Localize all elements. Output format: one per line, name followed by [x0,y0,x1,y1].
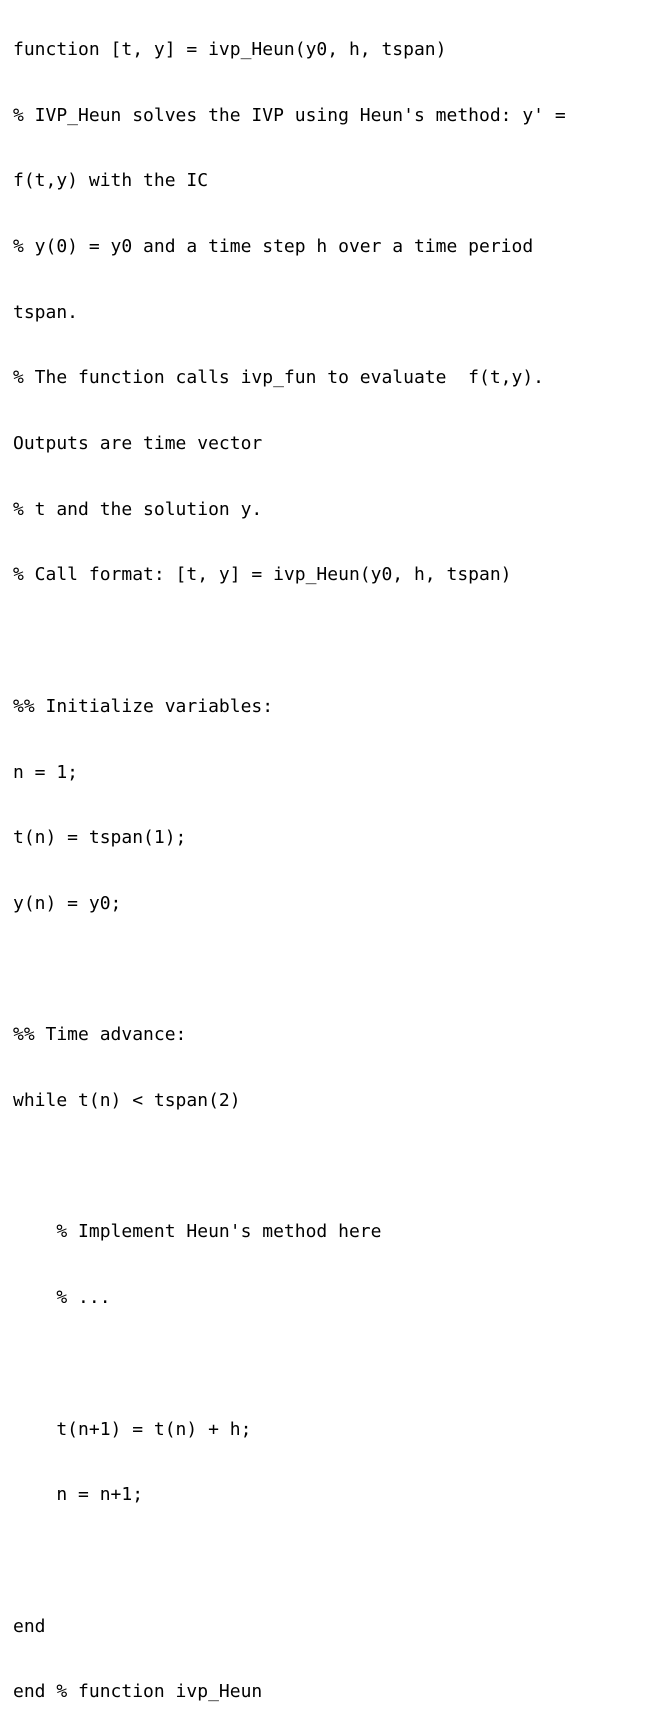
code-line: tspan. [13,301,79,323]
code-line: end % function ivp_Heun [13,1681,263,1703]
code-line: %% Time advance: [13,1024,187,1046]
code-line: f(t,y) with the IC [13,170,209,192]
code-line [13,959,641,981]
code-line [13,630,641,652]
code-line: % Call format: [t, y] = ivp_Heun(y0, h, tspan) [13,564,512,586]
code-line: % t and the solution y. [13,498,263,520]
code-line: y(n) = y0; [13,892,122,914]
code-line: n = 1; [13,761,79,783]
code-line: function [t, y] = ivp_Heun(y0, h, tspan) [13,38,447,60]
code-line: t(n+1) = t(n) + h; [13,1418,252,1440]
code-line: while t(n) < tspan(2) [13,1090,241,1112]
code-line: % Implement Heun's method here [13,1221,382,1243]
code-line [13,1156,641,1178]
code-line: % ... [13,1287,111,1309]
code-line [13,1353,641,1375]
code-line [13,1550,641,1572]
code-line: t(n) = tspan(1); [13,827,187,849]
code-line: Outputs are time vector [13,433,263,455]
code-line: % The function calls ivp_fun to evaluate f(t,y). [13,367,545,389]
code-line: % IVP_Heun solves the IVP using Heun's method: y' = [13,104,566,126]
code-line: n = n+1; [13,1484,144,1506]
code-line: end [13,1615,46,1637]
code-listing [13,0,641,1725]
code-line: %% Initialize variables: [13,695,274,717]
code-line: % y(0) = y0 and a time step h over a time period [13,235,534,257]
